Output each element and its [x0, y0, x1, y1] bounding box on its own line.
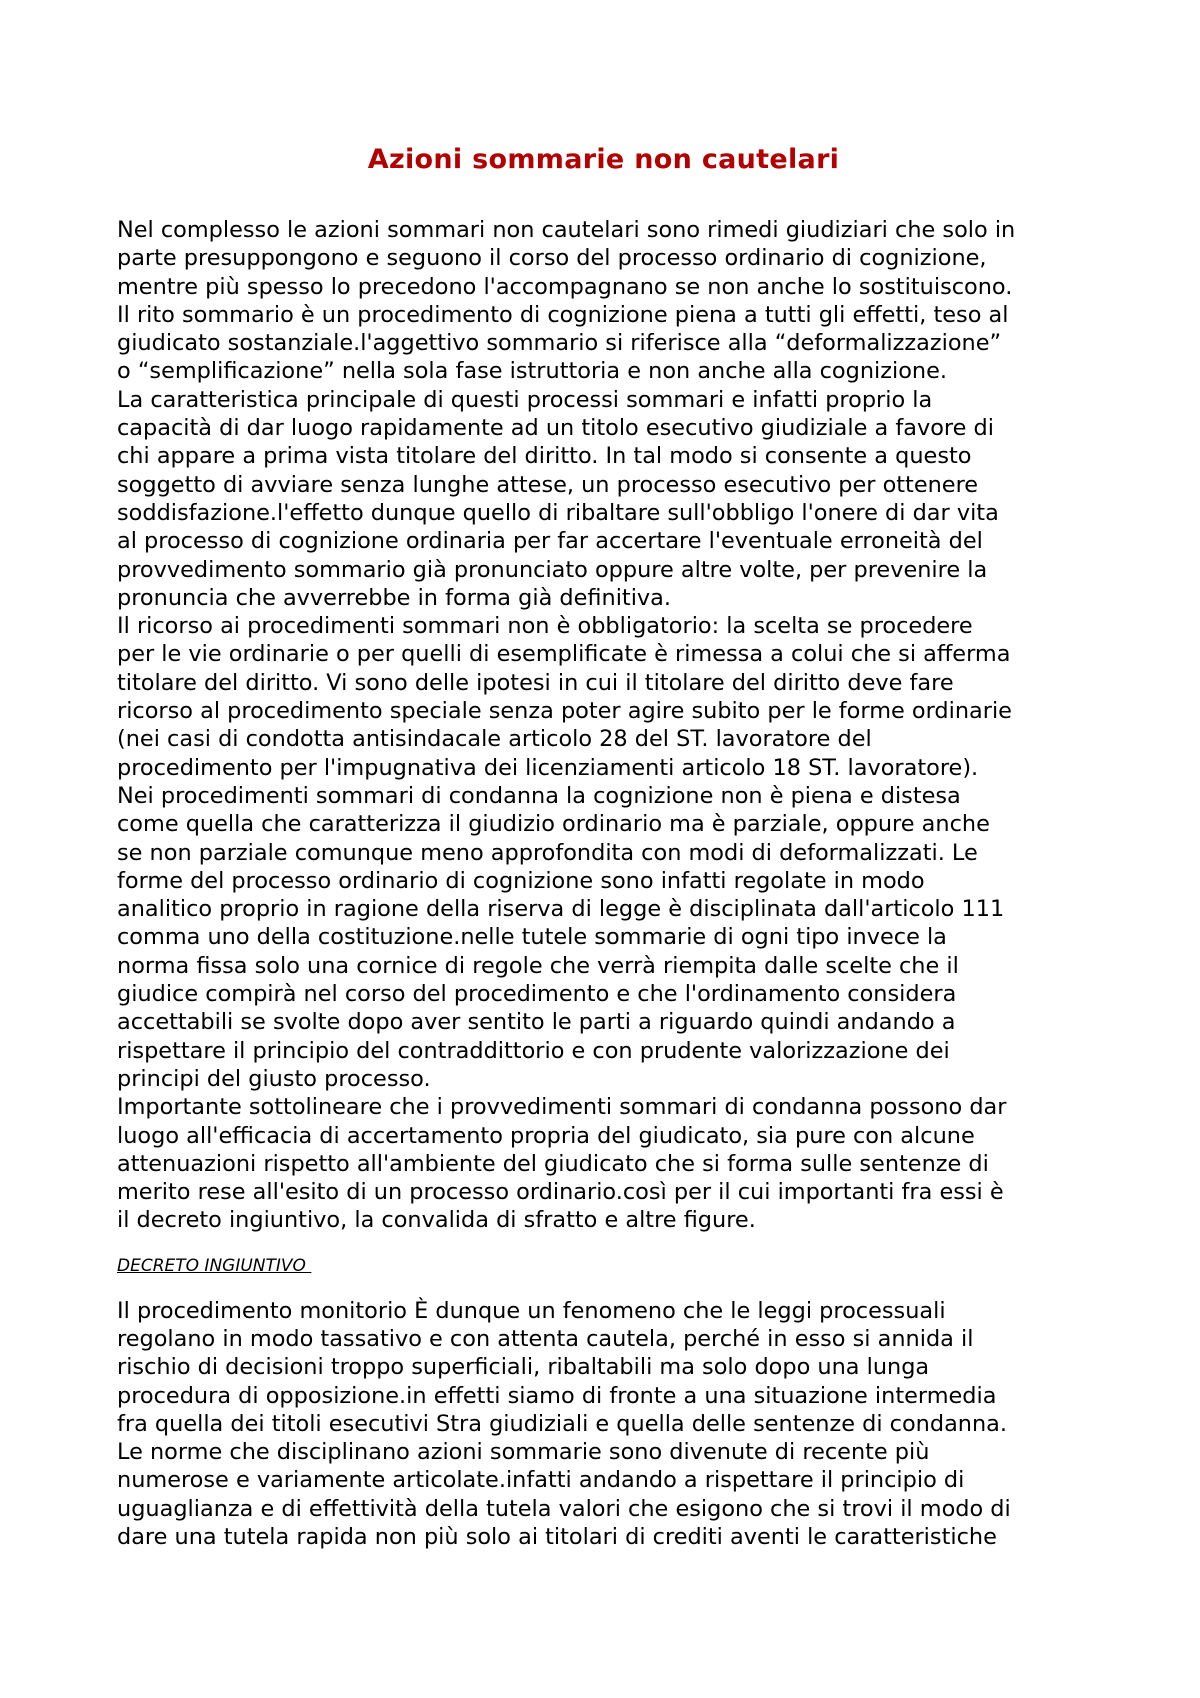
text-line: Il procedimento monitorio È dunque un fenomeno che le leggi processuali	[117, 1297, 946, 1324]
text-line: rischio di decisioni troppo superficiali, ribaltabili ma solo dopo una lunga	[117, 1354, 930, 1381]
text-line: La caratteristica principale di questi processi sommari e infatti proprio la	[117, 386, 933, 413]
text-line: soggetto di avviare senza lunghe attese, un processo esecutivo per ottenere	[117, 471, 979, 498]
text-line: Le norme che disciplinano azioni sommarie sono divenute di recente più	[117, 1439, 930, 1466]
text-line: norma fissa solo una cornice di regole che verrà riempita dalle scelte che il	[117, 952, 959, 979]
text-line: il decreto ingiuntivo, la convalida di sfratto e altre figure.	[117, 1207, 756, 1234]
text-line: capacità di dar luogo rapidamente ad un titolo esecutivo giudiziale a favore di	[117, 415, 994, 442]
text-line: chi appare a prima vista titolare del diritto. In tal modo si consente a questo	[117, 443, 972, 470]
text-line: rispettare il principio del contraddittorio e con prudente valorizzazione dei	[117, 1037, 950, 1064]
text-line: accettabili se svolte dopo aver sentito le parti a riguardo quindi andando a	[117, 1009, 956, 1036]
text-line: merito rese all'esito di un processo ordinario.così per il cui importanti fra essi è	[117, 1179, 1004, 1206]
text-line: attenuazioni rispetto all'ambiente del giudicato che si forma sulle sentenze di	[117, 1150, 989, 1177]
text-line: fra quella dei titoli esecutivi Stra giudiziali e quella delle sentenze di condanna.	[117, 1410, 1008, 1437]
text-line: o “semplificazione” nella sola fase istruttoria e non anche alla cognizione.	[117, 358, 948, 385]
text-line: regolano in modo tassativo e con attenta cautela, perché in esso si annida il	[117, 1325, 974, 1352]
text-line: numerose e variamente articolate.infatti andando a rispettare il principio di	[117, 1467, 965, 1494]
text-line: giudicato sostanziale.l'aggettivo sommario si riferisce alla “deformalizzazione”	[117, 330, 1002, 357]
text-line: Importante sottolineare che i provvedimenti sommari di condanna possono dar	[117, 1094, 1007, 1121]
text-line: principi del giusto processo.	[117, 1065, 431, 1092]
text-line: parte presuppongono e seguono il corso del processo ordinario di cognizione,	[117, 245, 987, 272]
text-line: uguaglianza e di effettività della tutela valori che esigono che si trovi il modo di	[117, 1495, 1011, 1522]
document-title: Azioni sommarie non cautelari	[367, 144, 840, 175]
text-line: Nel complesso le azioni sommari non cautelari sono rimedi giudiziari che solo in	[117, 217, 1016, 243]
text-line: Il ricorso ai procedimenti sommari non è obbligatorio: la scelta se procedere	[117, 613, 973, 640]
text-line: analitico proprio in ragione della riserva di legge è disciplinata dall'articolo 111	[117, 896, 1005, 923]
text-line: Il rito sommario è un procedimento di cognizione piena a tutti gli effetti, teso al	[117, 301, 1009, 328]
section-heading: DECRETO INGIUNTIVO	[117, 1255, 312, 1276]
text-line: provvedimento sommario già pronunciato oppure altre volte, per prevenire la	[117, 556, 988, 583]
text-line: se non parziale comunque meno approfondita con modi di deformalizzati. Le	[117, 839, 978, 866]
text-line: luogo all'efficacia di accertamento propria del giudicato, sia pure con alcune	[117, 1122, 975, 1149]
text-line: pronuncia che avverrebbe in forma già definitiva.	[117, 584, 672, 611]
section-body-text	[117, 216, 1090, 1235]
text-line: comma uno della costituzione.nelle tutele sommarie di ogni tipo invece la	[117, 924, 947, 951]
text-line: procedimento per l'impugnativa dei licenziamenti articolo 18 ST. lavoratore).	[117, 754, 979, 781]
text-line: ricorso al procedimento speciale senza poter agire subito per le forme ordinarie	[117, 698, 1012, 725]
text-line: giudice compirà nel corso del procedimento e che l'ordinamento considera	[117, 981, 957, 1008]
text-line: (nei casi di condotta antisindacale articolo 28 del ST. lavoratore del	[117, 726, 872, 753]
text-line: per le vie ordinarie o per quelli di esemplificate è rimessa a colui che si afferma	[117, 641, 1011, 668]
text-line: forme del processo ordinario di cognizione sono infatti regolate in modo	[117, 867, 925, 894]
text-line: mentre più spesso lo precedono l'accompagnano se non anche lo sostituiscono.	[117, 273, 1013, 300]
text-line: al processo di cognizione ordinaria per far accertare l'eventuale erroneità del	[117, 528, 983, 555]
section-body-text	[117, 1297, 1090, 1552]
text-line: soddisfazione.l'effetto dunque quello di ribaltare sull'obbligo l'onere di dar vita	[117, 499, 999, 526]
text-line: titolare del diritto. Vi sono delle ipotesi in cui il titolare del diritto deve fare	[117, 669, 954, 696]
text-line: procedura di opposizione.in effetti siamo di fronte a una situazione intermedia	[117, 1382, 997, 1409]
text-line: dare una tutela rapida non più solo ai titolari di crediti aventi le caratteristiche	[117, 1524, 997, 1551]
text-line: Nei procedimenti sommari di condanna la cognizione non è piena e distesa	[117, 782, 961, 809]
text-line: come quella che caratterizza il giudizio ordinario ma è parziale, oppure anche	[117, 811, 990, 838]
